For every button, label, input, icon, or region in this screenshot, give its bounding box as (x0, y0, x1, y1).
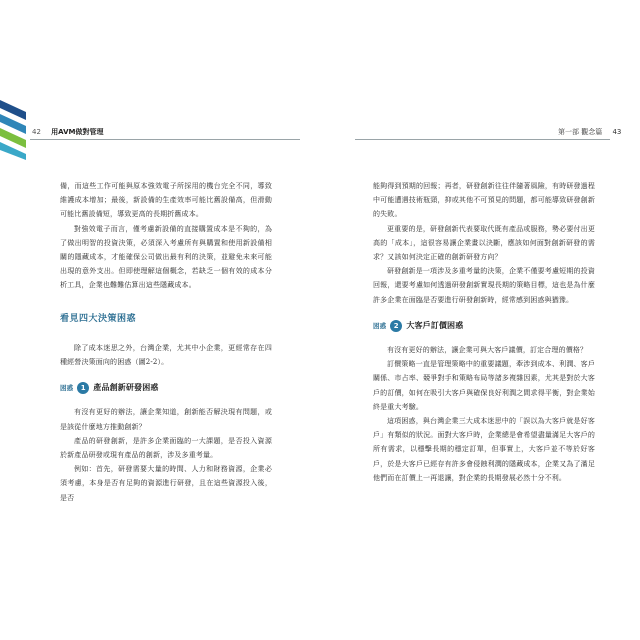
part-title: 第一部 觀念篇 (558, 128, 603, 136)
problem-keyword: 困惑 (60, 384, 74, 393)
section-heading: 看見四大決策困惑 (60, 313, 137, 324)
paragraph: 有沒有更好的辦法，讓企業知道，創新能否解決現有問題，或是該從什麼地方推動創新？ (60, 408, 272, 431)
paragraph: 更重要的是，研發創新代表要取代既有產品或服務，勢必要付出更高的「成本」，這很容易讓企業畫以決斷，應該如何面對創新研發的需求？又該如何決定正確的創新研發方向？ (373, 224, 595, 262)
right-page-number: 43 (612, 128, 622, 136)
paragraph: 除了成本迷思之外，台灣企業，尤其中小企業，更經常存在四種經營決策面向的困惑（圖2-2）。 (60, 343, 272, 367)
paragraph: 有沒有更好的辦法，讓企業可與大客戶議價，訂定合理的價格？ (387, 346, 588, 355)
book-logo-icon (0, 100, 26, 160)
right-page-body (373, 179, 595, 485)
left-page-body (60, 179, 272, 505)
header-rule-left (30, 139, 300, 140)
book-title: 用AVM做對管理 (51, 128, 104, 136)
problem-number-badge: 2 (390, 320, 402, 332)
problem-heading-1 (60, 381, 272, 395)
paragraph: 這項困惑，與台灣企業三大成本迷思中的「誤以為大客戶就是好客戶」有類似的狀況。面對大客戶時，企業總是會希望盡量滿足大客戶的所有需求，以穩擊長期的穩定訂單，但事實上，大客戶並不等於好客戶，於是大客戶已經存有許多會侵蝕利潤的隱藏成本，企業又為了滿足他們而在訂價上一再退讓，對企業的長期發展必然十分不利。 (373, 417, 595, 482)
paragraph: 能夠得到預期的回報；再者，研發創新往往伴隨著風險，有時研發過程中可能遭遇技術瓶頸，抑或其他不可預見的問題，都可能導致研發創新的失敗。 (373, 182, 595, 219)
paragraph: 研發創新是一項涉及多重考量的決策，企業不僅要考慮短期的投資回報，還要考慮如何透過研發創新實現長期的策略目標，這也是為什麼許多企業在面臨是否要進行研發創新時，經常感到困惑與猶豫。 (373, 267, 595, 304)
paragraph: 產品的研發創新，是許多企業面臨的一大課題，是否投入資源於新產品研發或現有產品的創新，涉及多重考量。 (60, 436, 272, 460)
paragraph: 備，而這些工作可能與原本強效電子所採用的機台完全不同，導致維護成本增加；最後，新設備的生產效率可能比舊設備高，但滑動可能比舊設備短，導致更高的長期折舊成本。 (60, 182, 272, 219)
problem-number-badge: 1 (77, 382, 89, 394)
right-running-header (558, 127, 621, 137)
header-rule-right (355, 139, 610, 140)
paragraph: 例如：首先，研發需要大量的時間、人力和財務資源，企業必須考慮，本身是否有足夠的資源進行研發，且在這些資源投入後，是否 (60, 465, 272, 502)
left-page-number: 42 (32, 128, 41, 136)
paragraph: 對強效電子而言，僅考慮新設備的直接購置成本是不夠的，為了做出明智的投資決策，必須深入考慮所有與購置和使用新設備相關的隱藏成本，才能確保公司做出最有利的決策，並避免未來可能出現的意外支出。但即使理解這個概念，若缺乏一個有效的成本分析工具，企業也難難估算出這些隱藏成本。 (60, 224, 272, 290)
left-running-header (32, 127, 103, 137)
problem-title: 產品創新研發困惑 (93, 383, 159, 393)
problem-keyword: 困惑 (373, 321, 387, 330)
problem-title: 大客戶訂價困惑 (406, 320, 464, 330)
problem-heading-2 (373, 319, 595, 333)
paragraph: 訂價策略一直是管理策略中的重要議題，牽涉到成本、利潤、客戶關係、市占率、競爭對手和策略布局等諸多複雜因素，尤其是對於大客戶的訂價，如何在吸引大客戶與確保良好利潤之間求得平衡，對企業始終是重大考驗。 (373, 360, 595, 411)
